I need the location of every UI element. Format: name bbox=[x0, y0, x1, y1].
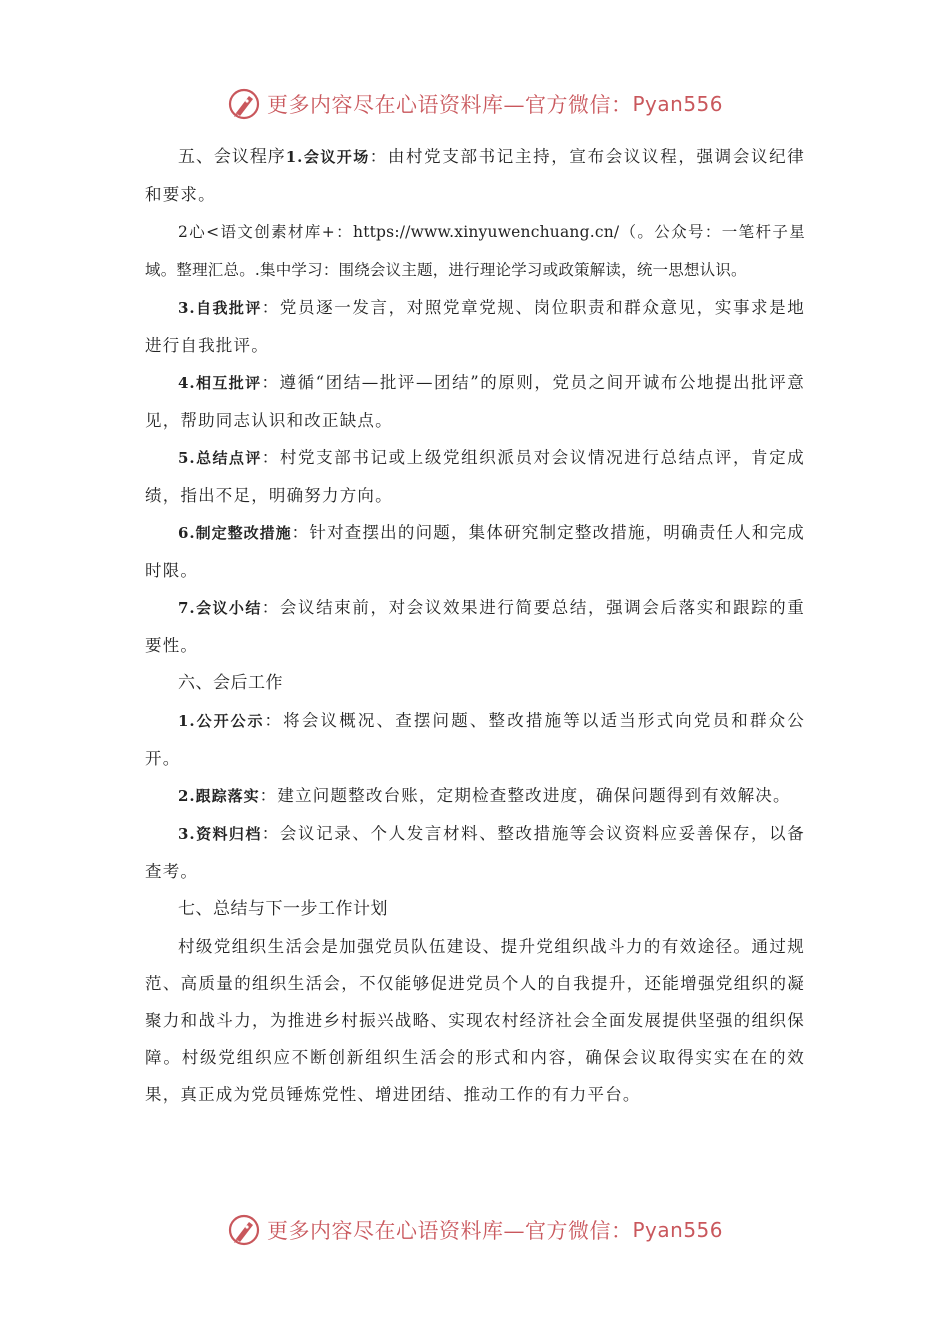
item-lead: 1.公开公示 bbox=[178, 712, 265, 730]
item-lead: 1.会议开场 bbox=[285, 148, 370, 166]
watermark-wechat-id: Pyan556 bbox=[632, 92, 723, 116]
item-lead: 2.跟踪落实 bbox=[178, 787, 260, 805]
pen-nib-logo-icon bbox=[227, 1213, 261, 1247]
watermark-banner-top bbox=[0, 84, 950, 124]
item-text: ：会议结束前，对会议效果进行简要总结，强调会后落实和跟踪的重要性。 bbox=[145, 598, 806, 655]
paragraph bbox=[145, 138, 805, 213]
paragraph bbox=[145, 514, 805, 589]
paragraph bbox=[145, 664, 805, 702]
item-text: ：建立问题整改台账，定期检查整改进度，确保问题得到有效解决。 bbox=[259, 786, 791, 805]
watermark-text: 更多内容尽在心语资料库—官方微信： bbox=[266, 93, 633, 117]
item-text: ：村党支部书记或上级党组织派员对会议情况进行总结点评，肯定成绩，指出不足，明确努力方向。 bbox=[145, 448, 806, 505]
paragraph bbox=[145, 364, 805, 439]
item-text: ：党员逐一发言，对照党章党规、岗位职责和群众意见，实事求是地进行自我批评。 bbox=[145, 298, 806, 355]
paragraph bbox=[145, 890, 805, 928]
paragraph bbox=[145, 289, 805, 364]
item-text: ：由村党支部书记主持，宣布会议议程，强调会议纪律和要求。 bbox=[145, 147, 805, 204]
document-body bbox=[145, 138, 805, 1113]
item-text: 2心<语文创素材库+：https://www.xinyuwenchuang.cn/（。公众号：一笔杆子星域。整理汇总。.集中学习：围绕会议主题，进行理论学习或政策解读，统一思想认识。 bbox=[145, 223, 805, 279]
item-lead: 3.自我批评 bbox=[178, 299, 262, 317]
item-lead: 4.相互批评 bbox=[178, 374, 262, 392]
section-heading: 五、会议程序 bbox=[178, 147, 286, 167]
watermark-text: 更多内容尽在心语资料库—官方微信： bbox=[266, 1219, 633, 1243]
paragraph bbox=[145, 928, 805, 1113]
item-lead: 5.总结点评 bbox=[178, 449, 262, 467]
item-text: ：将会议概况、查摆问题、整改措施等以适当形式向党员和群众公开。 bbox=[145, 711, 805, 768]
paragraph bbox=[145, 439, 805, 514]
pen-nib-logo-icon bbox=[227, 87, 261, 121]
item-lead: 7.会议小结 bbox=[178, 599, 262, 617]
item-text: ：会议记录、个人发言材料、整改措施等会议资料应妥善保存，以备查考。 bbox=[145, 824, 806, 881]
watermark-wechat-id: Pyan556 bbox=[632, 1218, 723, 1242]
paragraph bbox=[145, 815, 805, 890]
item-text: ：针对查摆出的问题，集体研究制定整改措施，明确责任人和完成时限。 bbox=[145, 523, 805, 580]
item-lead: 3.资料归档 bbox=[178, 825, 262, 843]
body-text: 村级党组织生活会是加强党员队伍建设、提升党组织战斗力的有效途径。通过规范、高质量的组织生活会，不仅能够促进党员个人的自我提升，还能增强党组织的凝聚力和战斗力，为推进乡村振兴战略、实现农村经济社会全面发展提供坚强的组织保障。村级党组织应不断创新组织生活会的形式和内容，确保会议取得实实在在的效果，真正成为党员锤炼党性、增进团结、推动工作的有力平台。 bbox=[145, 937, 805, 1104]
paragraph bbox=[145, 213, 805, 289]
watermark-banner-bottom bbox=[0, 1210, 950, 1250]
paragraph bbox=[145, 777, 805, 815]
section-heading: 六、会后工作 bbox=[178, 673, 283, 693]
paragraph bbox=[145, 589, 805, 664]
item-lead: 6.制定整改措施 bbox=[178, 524, 292, 542]
section-heading: 七、总结与下一步工作计划 bbox=[178, 899, 388, 919]
paragraph bbox=[145, 702, 805, 777]
item-text: ：遵循“团结—批评—团结”的原则，党员之间开诚布公地提出批评意见，帮助同志认识和改正缺点。 bbox=[145, 373, 805, 430]
